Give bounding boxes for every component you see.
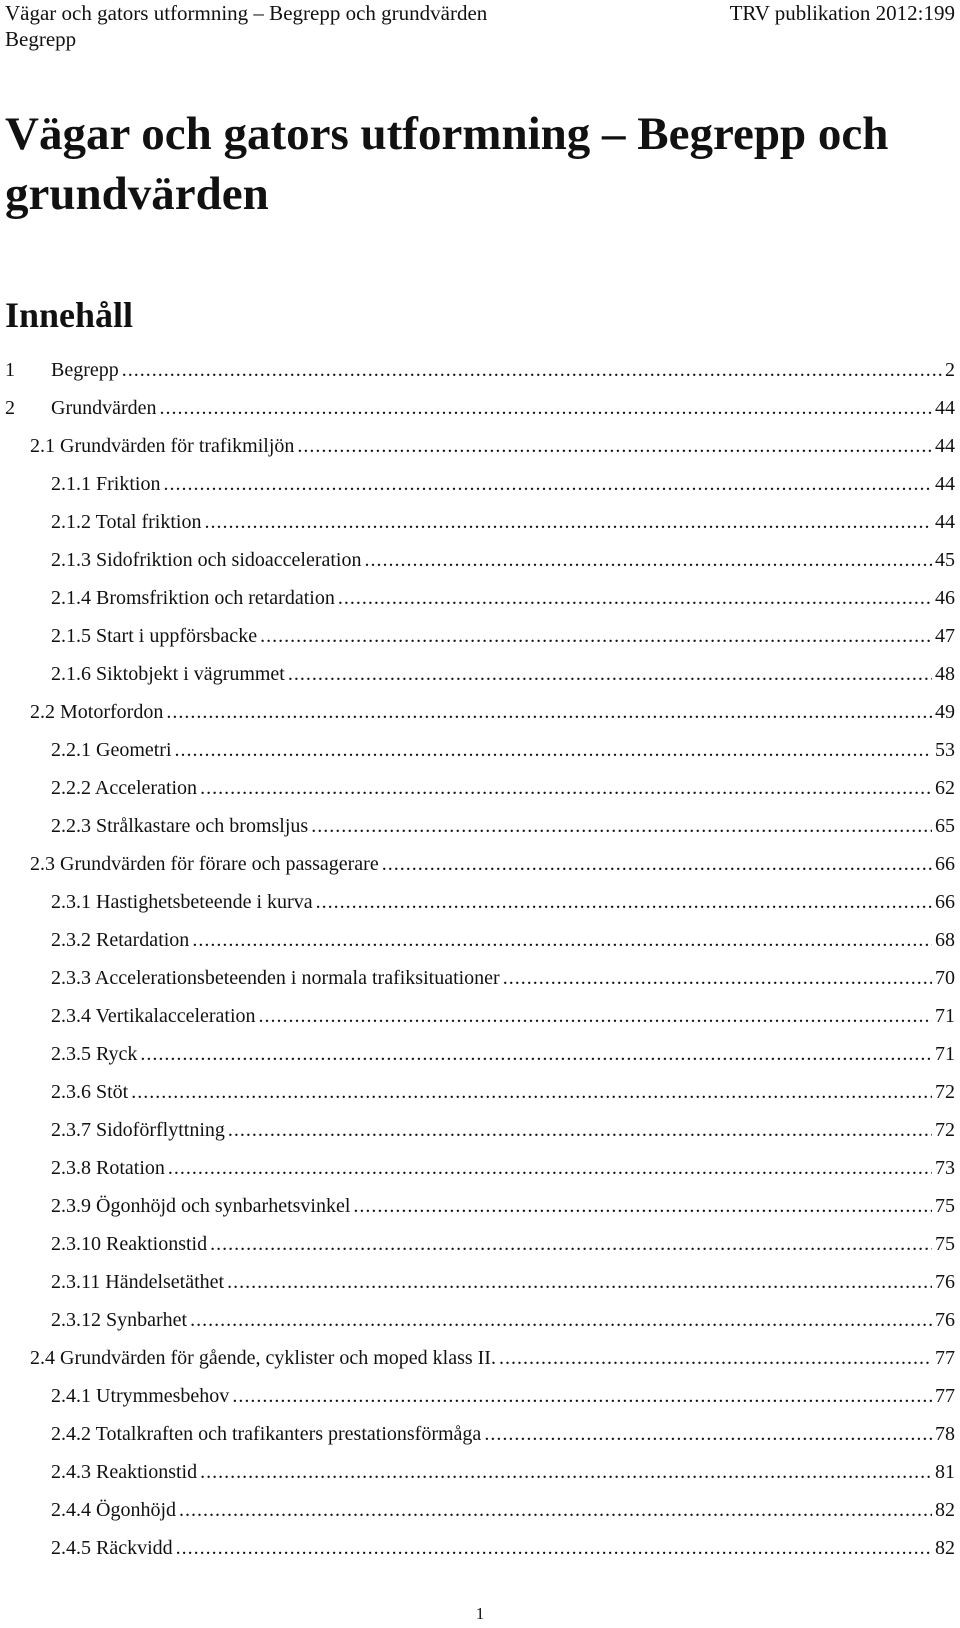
toc-entry-label: 2.4 Grundvärden för gående, cyklister och moped klass II. <box>30 1347 496 1369</box>
toc-entry-page: 44 <box>935 435 955 457</box>
toc-entry[interactable] <box>5 1077 955 1115</box>
toc-heading: Innehåll <box>5 295 134 335</box>
document-title: Vägar och gators utformning – Begrepp och grundvärden <box>5 108 889 220</box>
toc-entry[interactable] <box>5 1419 955 1457</box>
toc-dot-leader <box>163 469 932 499</box>
toc-entry-label: 2.3.7 Sidoförflyttning <box>51 1119 225 1141</box>
toc-dot-leader <box>168 1153 932 1183</box>
toc-entry-page: 81 <box>935 1461 955 1483</box>
toc-entry-label: 2.3.8 Rotation <box>51 1157 165 1179</box>
toc-dot-leader <box>200 1457 932 1487</box>
toc-dot-leader <box>503 963 932 993</box>
toc-entry-page: 75 <box>935 1233 955 1255</box>
toc-entry-label: 2.1.5 Start i uppförsbacke <box>51 625 258 647</box>
toc-dot-leader <box>175 735 932 765</box>
toc-entry-label: 2.3.11 Händelsetäthet <box>51 1271 225 1293</box>
toc-entry-label: Begrepp <box>51 359 119 381</box>
toc-entry-label: 2.1.4 Bromsfriktion och retardation <box>51 587 335 609</box>
toc-entry-label: 2.3.10 Reaktionstid <box>51 1233 208 1255</box>
toc-entry-page: 77 <box>935 1385 955 1407</box>
toc-entry[interactable] <box>5 1533 955 1571</box>
toc-entry-page: 71 <box>935 1005 955 1027</box>
toc-entry-label: 2.3.6 Stöt <box>51 1081 129 1103</box>
header-title-line: Vägar och gators utformning – Begrepp och grundvärden <box>5 1 488 25</box>
toc-entry-page: 2 <box>945 359 955 381</box>
toc-dot-leader <box>232 1381 932 1411</box>
toc-dot-leader <box>228 1115 932 1145</box>
toc-entry-label: 2.3 Grundvärden för förare och passagerare <box>30 853 379 875</box>
toc-entry-label: 2.2.1 Geometri <box>51 739 172 761</box>
toc-entry[interactable] <box>5 1305 955 1343</box>
toc-entry[interactable] <box>5 1115 955 1153</box>
toc-entry-page: 65 <box>935 815 955 837</box>
toc-entry-label: 2.1.1 Friktion <box>51 473 161 495</box>
toc-entry-label: 2.1.3 Sidofriktion och sidoacceleration <box>51 549 362 571</box>
toc-entry-page: 44 <box>935 473 955 495</box>
toc-entry-label: 2.2.2 Acceleration <box>51 777 198 799</box>
toc-entry-page: 48 <box>935 663 955 685</box>
toc-entry[interactable] <box>5 1191 955 1229</box>
toc-entry-page: 46 <box>935 587 955 609</box>
toc-dot-leader <box>210 1229 932 1259</box>
toc-entry[interactable] <box>5 773 955 811</box>
toc-entry-label: 2.3.4 Vertikalacceleration <box>51 1005 256 1027</box>
toc-entry[interactable] <box>5 963 955 1001</box>
toc-entry-page: 77 <box>935 1347 955 1369</box>
toc-dot-leader <box>316 887 932 917</box>
toc-dot-leader <box>353 1191 932 1221</box>
toc-dot-leader <box>297 431 932 461</box>
header-section-line: Begrepp <box>5 27 77 51</box>
toc-entry-number: 1 <box>5 359 15 381</box>
header-publication-number: TRV publikation 2012:199 <box>729 1 955 25</box>
toc-entry-label: 2.4.1 Utrymmesbehov <box>51 1385 230 1407</box>
toc-entry[interactable] <box>5 849 955 887</box>
page-number: 1 <box>475 1604 485 1623</box>
toc-entry-page: 72 <box>935 1081 955 1103</box>
toc-dot-leader <box>122 355 942 385</box>
toc-entry-label: 2.3.12 Synbarhet <box>51 1309 188 1331</box>
toc-entry[interactable] <box>5 659 955 697</box>
toc-entry[interactable] <box>5 1001 955 1039</box>
toc-dot-leader <box>140 1039 932 1069</box>
toc-dot-leader <box>192 925 932 955</box>
toc-entry[interactable] <box>5 393 955 431</box>
toc-entry-page: 76 <box>935 1309 955 1331</box>
toc-entry[interactable] <box>5 925 955 963</box>
toc-dot-leader <box>338 583 932 613</box>
toc-entry[interactable] <box>5 507 955 545</box>
toc-entry-label: 2.3.5 Ryck <box>51 1043 138 1065</box>
toc-entry-page: 47 <box>935 625 955 647</box>
toc-dot-leader <box>499 1343 932 1373</box>
toc-entry-page: 82 <box>935 1499 955 1521</box>
toc-entry-page: 66 <box>935 891 955 913</box>
toc-dot-leader <box>484 1419 932 1449</box>
header-document-name <box>5 0 487 52</box>
toc-entry-label: 2.4.2 Totalkraften och trafikanters prestationsförmåga <box>51 1423 482 1445</box>
toc-dot-leader <box>227 1267 932 1297</box>
toc-entry-page: 72 <box>935 1119 955 1141</box>
toc-dot-leader <box>204 507 932 537</box>
toc-entry[interactable] <box>5 1381 955 1419</box>
toc-entry[interactable] <box>5 1153 955 1191</box>
toc-entry[interactable] <box>5 1267 955 1305</box>
toc-dot-leader <box>311 811 932 841</box>
toc-entry-label: 2.2 Motorfordon <box>30 701 164 723</box>
toc-entry[interactable] <box>5 1039 955 1077</box>
toc-entry-label: 2.3.1 Hastighetsbeteende i kurva <box>51 891 313 913</box>
toc-entry[interactable] <box>5 545 955 583</box>
toc-entry[interactable] <box>5 697 955 735</box>
toc-entry-label: 2.3.3 Accelerationsbeteenden i normala trafiksituationer <box>51 967 500 989</box>
toc-entry-page: 49 <box>935 701 955 723</box>
toc-entry-page: 44 <box>935 511 955 533</box>
toc-entry[interactable] <box>5 1457 955 1495</box>
toc-dot-leader <box>176 1533 932 1563</box>
toc-dot-leader <box>160 393 932 423</box>
toc-entry[interactable] <box>5 1343 955 1381</box>
toc-entry-label: Grundvärden <box>51 397 157 419</box>
toc-dot-leader <box>200 773 932 803</box>
toc-dot-leader <box>131 1077 932 1107</box>
toc-entry-number: 2 <box>5 397 15 419</box>
toc-entry[interactable] <box>5 431 955 469</box>
toc-entry-page: 73 <box>935 1157 955 1179</box>
toc-entry[interactable] <box>5 1229 955 1267</box>
toc-dot-leader <box>259 1001 932 1031</box>
toc-entry-page: 45 <box>935 549 955 571</box>
toc-entry-label: 2.1 Grundvärden för trafikmiljön <box>30 435 295 457</box>
toc-entry-page: 76 <box>935 1271 955 1293</box>
toc-entry-page: 44 <box>935 397 955 419</box>
toc-entry-page: 68 <box>935 929 955 951</box>
toc-entry-label: 2.2.3 Strålkastare och bromsljus <box>51 815 309 837</box>
toc-dot-leader <box>179 1495 932 1525</box>
toc-entry-label: 2.1.2 Total friktion <box>51 511 202 533</box>
toc-entry-page: 66 <box>935 853 955 875</box>
toc-entry-label: 2.4.3 Reaktionstid <box>51 1461 198 1483</box>
toc-entry[interactable] <box>5 735 955 773</box>
toc-dot-leader <box>364 545 932 575</box>
toc-entry-label: 2.3.9 Ögonhöjd och synbarhetsvinkel <box>51 1195 351 1217</box>
toc-entry-label: 2.4.4 Ögonhöjd <box>51 1499 176 1521</box>
toc-dot-leader <box>288 659 932 689</box>
toc-entry-page: 71 <box>935 1043 955 1065</box>
toc-entry-page: 75 <box>935 1195 955 1217</box>
toc-entry-page: 70 <box>935 967 955 989</box>
toc-dot-leader <box>190 1305 932 1335</box>
toc-entry[interactable] <box>5 469 955 507</box>
toc-dot-leader <box>166 697 932 727</box>
toc-entry[interactable] <box>5 355 955 393</box>
table-of-contents <box>5 355 955 1571</box>
toc-entry[interactable] <box>5 811 955 849</box>
toc-entry-label: 2.1.6 Siktobjekt i vägrummet <box>51 663 285 685</box>
toc-entry[interactable] <box>5 621 955 659</box>
toc-entry[interactable] <box>5 887 955 925</box>
toc-entry-page: 82 <box>935 1537 955 1559</box>
toc-entry-page: 62 <box>935 777 955 799</box>
toc-dot-leader <box>260 621 932 651</box>
toc-entry-page: 53 <box>935 739 955 761</box>
toc-entry-label: 2.4.5 Räckvidd <box>51 1537 173 1559</box>
toc-entry-page: 78 <box>935 1423 955 1445</box>
toc-entry-label: 2.3.2 Retardation <box>51 929 190 951</box>
toc-entry[interactable] <box>5 1495 955 1533</box>
toc-dot-leader <box>382 849 932 879</box>
toc-entry[interactable] <box>5 583 955 621</box>
